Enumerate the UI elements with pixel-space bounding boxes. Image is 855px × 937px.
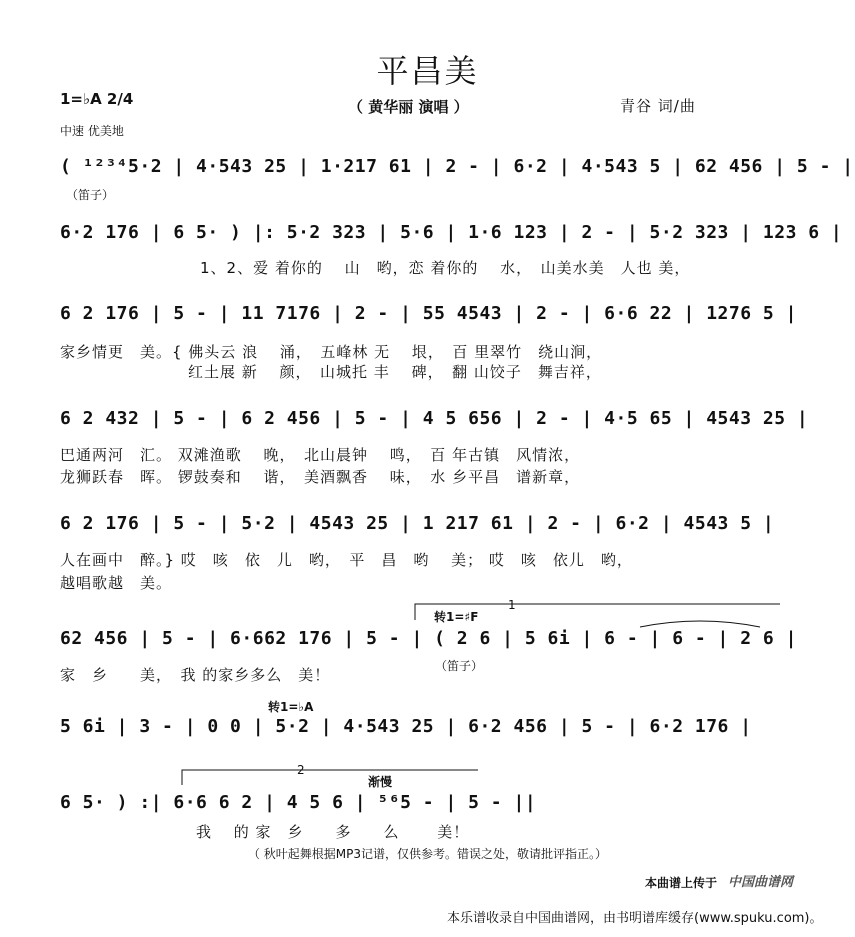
ritardando-mark: 渐慢	[368, 775, 393, 789]
singer-credit: （ 黄华丽 演唱 ）	[348, 98, 469, 116]
volta-bracket-1	[415, 604, 780, 620]
modulation-mark: 转1=♯F	[434, 610, 479, 624]
footer-source: 本乐谱收录自中国曲谱网，由书明谱库缓存(www.spuku.com)。	[447, 911, 823, 926]
lyric-line: 人在画中 醉。} 哎 咳 依 儿 哟， 平 昌 哟 美； 哎 咳 依儿 哟，	[60, 551, 633, 569]
site-logo: 中国曲谱网	[728, 875, 794, 890]
lyric-line: 巴通两河 汇。 双滩渔歌 晚， 北山晨钟 鸣， 百 年古镇 风情浓，	[60, 446, 581, 464]
score-row-6: 62 456 | 5 - | 6·662 176 | 5 - | ( 2 6 | 5 6i | 6 - | 6 - | 2 6 |	[60, 628, 797, 649]
lyric-line: 红土展 新 颜， 山城托 丰 碑， 翻 山饺子 舞吉祥，	[60, 363, 602, 381]
volta-number: 2	[297, 763, 305, 777]
volta-number: 1	[508, 598, 516, 612]
instrument-mark: （笛子）	[435, 659, 484, 673]
tie-arc	[640, 621, 760, 627]
score-row-7: 5 6i | 3 - | 0 0 | 5·2 | 4·543 25 | 6·2 456 | 5 - | 6·2 176 |	[60, 716, 752, 737]
lyric-line: 家 乡 美， 我 的家乡多么 美！	[60, 666, 331, 684]
upload-label: 本曲谱上传于	[645, 876, 718, 890]
score-row-8: 6 5· ) :| 6·6 6 2 | 4 5 6 | ⁵⁶5 - | 5 - ||	[60, 792, 537, 813]
volta-bracket-2	[182, 770, 478, 785]
score-row-3: 6 2 176 | 5 - | 11 7176 | 2 - | 55 4543 | 2 - | 6·6 22 | 1276 5 |	[60, 303, 797, 324]
tempo-marking: 中速 优美地	[60, 124, 124, 138]
score-row-4: 6 2 432 | 5 - | 6 2 456 | 5 - | 4 5 656 | 2 - | 4·5 65 | 4543 25 |	[60, 408, 809, 429]
lyric-line: 1、2、爱 着你的 山 哟，恋 着你的 水， 山美水美 人也 美，	[200, 259, 691, 277]
composer-credit: 青谷 词/曲	[620, 97, 696, 115]
instrument-mark: （笛子）	[66, 188, 115, 202]
key-signature: 1=♭A 2/4	[60, 90, 134, 108]
lyric-line: 越唱歌越 美。	[60, 574, 173, 592]
lyric-line: 龙狮跃春 晖。 锣鼓奏和 谐， 美酒飘香 味， 水 乡平昌 谱新章，	[60, 468, 581, 486]
page-title: 平昌美	[376, 52, 479, 90]
score-row-5: 6 2 176 | 5 - | 5·2 | 4543 25 | 1 217 61 | 2 - | 6·2 | 4543 5 |	[60, 513, 775, 534]
lyric-line: 我 的 家 乡 多 么 美！	[196, 823, 470, 841]
modulation-mark: 转1=♭A	[268, 700, 314, 714]
transcription-note: （ 秋叶起舞根据MP3记谱，仅供参考。错误之处，敬请批评指正。）	[247, 847, 608, 861]
score-row-2: 6·2 176 | 6 5· ) |: 5·2 323 | 5·6 | 1·6 123 | 2 - | 5·2 323 | 123 6 |	[60, 222, 843, 243]
lyric-line: 家乡情更 美。{ 佛头云 浪 涌， 五峰林 无 垠， 百 里翠竹 绕山涧，	[60, 343, 603, 361]
score-row-1: ( ¹²³⁴5·2 | 4·543 25 | 1·217 61 | 2 - | 6·2 | 4·543 5 | 62 456 | 5 - |	[60, 156, 854, 177]
